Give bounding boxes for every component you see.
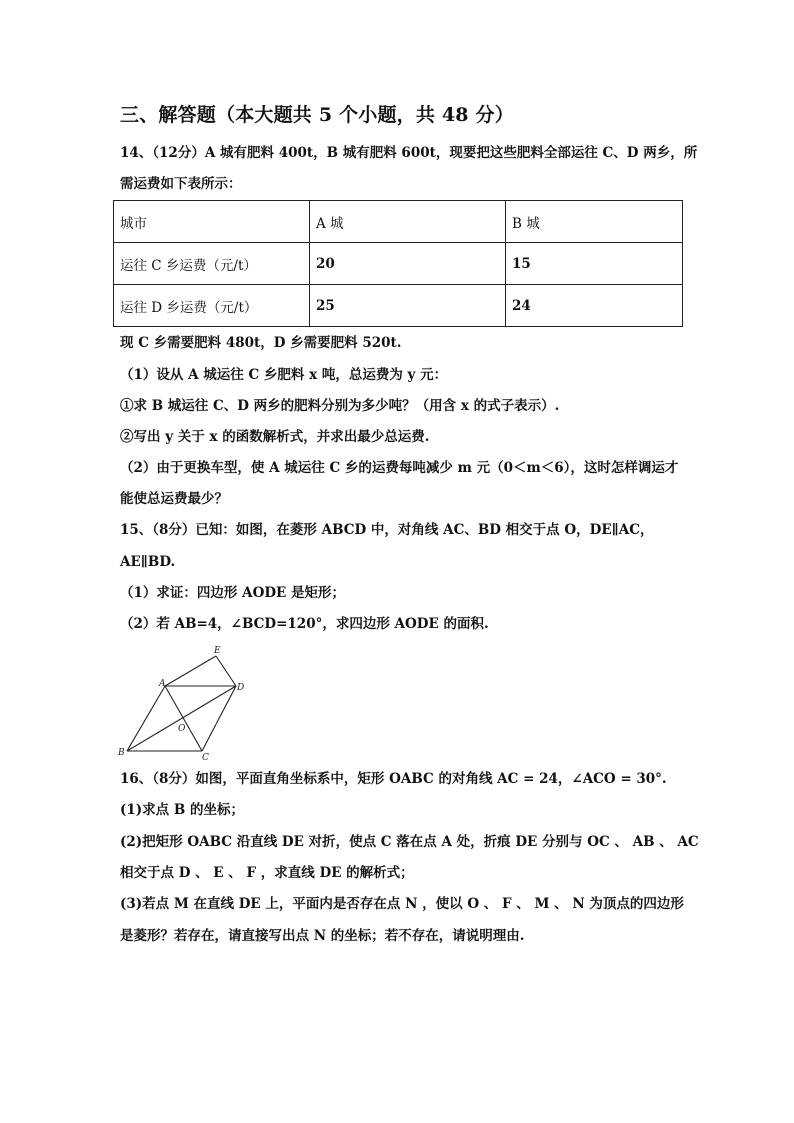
segment-ae	[165, 656, 216, 686]
table-cell: 运往 D 乡运费（元/t）	[114, 285, 310, 327]
q16-line-2: (1)求点 B 的坐标；	[120, 802, 244, 818]
q14-line-2: 需运费如下表所示：	[120, 176, 242, 192]
q14-line-1: 14、（12分）A 城有肥料 400t，B 城有肥料 600t，现要把这些肥料全部运往 C、D 两乡，所	[120, 145, 698, 161]
q16-line-3: (2)把矩形 OABC 沿直线 DE 对折，使点 C 落在点 A 处，折痕 DE 分别与 OC 、 AB 、 AC	[120, 834, 699, 850]
q16-line-6: 是菱形？若存在，请直接写出点 N 的坐标；若不存在，请说明理由.	[120, 928, 525, 944]
label-a: A	[159, 679, 166, 689]
table-row	[114, 285, 683, 327]
segment-ab	[127, 686, 165, 751]
table-row	[114, 243, 683, 285]
q14-line-6: ②写出 y 关于 x 的函数解析式，并求出最少总运费.	[120, 429, 430, 445]
q15-line-2: AE∥BD.	[120, 554, 176, 570]
table-cell: 运往 C 乡运费（元/t）	[114, 243, 310, 285]
q14-line-8: 能使总运费最少？	[120, 491, 228, 507]
q15-line-4: （2）若 AB=4，∠BCD=120°，求四边形 AODE 的面积.	[120, 616, 489, 632]
q16-line-4: 相交于点 D 、 E 、 F ，求直线 DE 的解析式；	[120, 865, 414, 881]
table-cell: 20	[310, 243, 506, 285]
q15-line-1: 15、（8分）已知：如图，在菱形 ABCD 中，对角线 AC、BD 相交于点 O，DE∥AC，	[120, 522, 654, 538]
label-d: D	[237, 683, 245, 693]
table-header-cell: B 城	[506, 201, 683, 243]
q14-line-5: ①求 B 城运往 C、D 两乡的肥料分别为多少吨？（用含 x 的式子表示）.	[120, 398, 560, 414]
table-cell: 25	[310, 285, 506, 327]
table-header-cell: A 城	[310, 201, 506, 243]
q14-line-4: （1）设从 A 城运往 C 乡肥料 x 吨，总运费为 y 元：	[120, 367, 448, 383]
table-cell: 24	[506, 285, 683, 327]
freight-cost-table	[113, 200, 683, 327]
q16-line-5: (3)若点 M 在直线 DE 上，平面内是否存在点 N ，使以 O 、 F 、 M 、 N 为顶点的四边形	[120, 896, 684, 912]
diagonal-ac	[165, 686, 202, 751]
q16-line-1: 16、（8分）如图，平面直角坐标系中，矩形 OABC 的对角线 AC = 24，∠ACO = 30°.	[120, 771, 667, 787]
table-cell: 15	[506, 243, 683, 285]
label-e: E	[214, 646, 221, 656]
q14-line-3: 现 C 乡需要肥料 480t，D 乡需要肥料 520t.	[120, 335, 402, 351]
label-b: B	[118, 748, 125, 758]
label-c: C	[202, 753, 209, 760]
section-title: 三、解答题（本大题共 5 个小题，共 48 分）	[120, 104, 514, 126]
segment-de	[216, 656, 236, 686]
label-o: O	[178, 724, 186, 734]
q14-line-7: （2）由于更换车型，使 A 城运往 C 乡的运费每吨减少 m 元（0＜m＜6），这时怎样调运才	[120, 460, 679, 476]
table-header-cell: 城市	[114, 201, 310, 243]
table-header-row	[114, 201, 683, 243]
diagonal-bd	[127, 686, 236, 751]
rhombus-figure	[112, 640, 252, 760]
q15-line-3: （1）求证：四边形 AODE 是矩形；	[120, 585, 346, 601]
